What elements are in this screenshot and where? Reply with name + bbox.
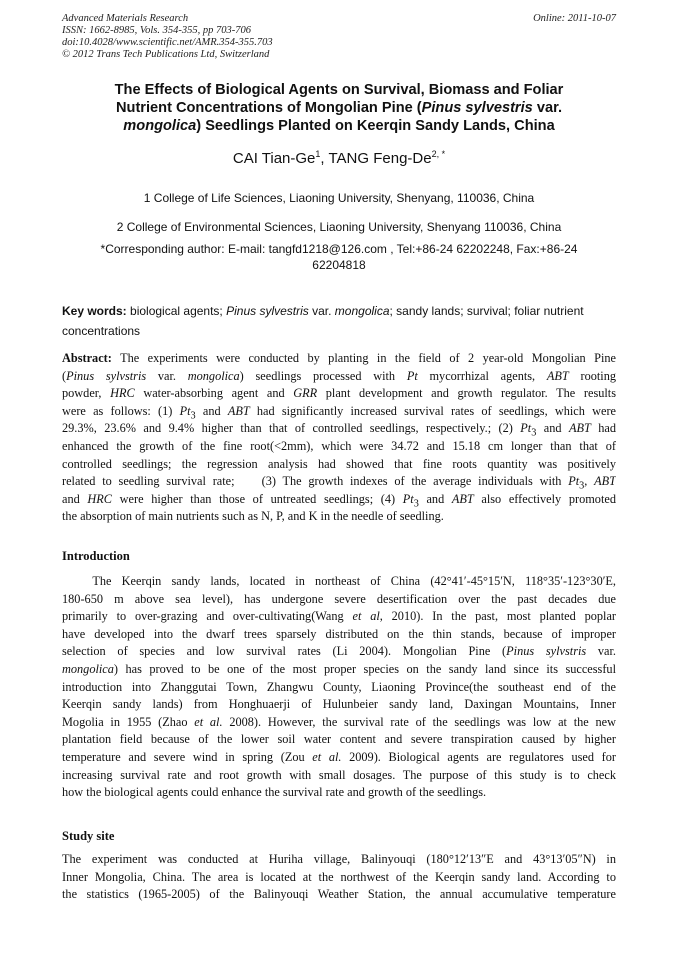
corresponding-author: *Corresponding author: E-mail: tangfd1218@126.com , Tel:+86-24 62202248, Fax:+86-24 62204818 bbox=[100, 242, 578, 272]
author-1: CAI Tian-Ge bbox=[232, 150, 316, 167]
online-date: Online: 2011-10-07 bbox=[533, 13, 616, 24]
text-line: were as follows: (1) $Pt_3$ and ABT had significantly increased survival rates of seedlings, which were bbox=[62, 403, 616, 421]
issn-line: ISSN: 1662-8985, Vols. 354-355, pp 703-706 bbox=[62, 25, 251, 36]
doi-line: doi:10.4028/www.scientific.net/AMR.354-355.703 bbox=[62, 37, 273, 48]
text-line: increasing survival rate and root growth with small dosages. The purpose of this study is to check bbox=[62, 767, 616, 782]
text-line: primarily to over-grazing and over-cultivating(Wang et al, 2010). In the past, most planted poplar bbox=[62, 609, 616, 624]
abstract bbox=[62, 350, 616, 526]
text-line: Keerqin sandy lands) from Honghuaerji of Hulunbeier sandy land, Daxingan Mountains, Inner bbox=[62, 697, 616, 712]
authors: CAI Tian-Ge$^1$, TANG Feng-$De^{2, *}$ bbox=[232, 149, 446, 167]
title-line-2: Nutrient Concentrations of Mongolian Pine (Pinus sylvestris var. bbox=[115, 100, 562, 116]
text-line: mongolica) has proved to be one of the most proper species on the sandy land since its successful bbox=[62, 661, 616, 676]
text-line: powder, HRC water-absorbing agent and GRR plant development and growth regulator. The results bbox=[62, 386, 616, 401]
text-line: have developed into the dwarf trees sparsely distributed on the thin stands, because of improper bbox=[62, 626, 616, 641]
text-line: (Pinus sylvstris var. mongolica) seedlings processed with Pt mycorrhizal agents, ABT rooting bbox=[62, 368, 616, 383]
paper-title bbox=[70, 81, 608, 135]
text-line: Abstract: The experiments were conducted by planting in the field of 2 year-old Mongolian Pine bbox=[62, 351, 616, 365]
text-line: related to seedling survival rate; (3) The growth indexes of the average individuals with $Pt_3$, ABT bbox=[62, 474, 616, 491]
text-line: the absorption of main nutrients such as N, P, and K in the needle of seedling. bbox=[62, 509, 444, 524]
introduction-text bbox=[62, 573, 616, 802]
affiliation-2: 2 College of Environmental Sciences, Liaoning University, Shenyang 110036, China bbox=[116, 220, 562, 234]
text-line: Mogolia in 1955 (Zhao et al. 2008). However, the survival rate of the seedlings was low at the new bbox=[62, 714, 616, 729]
copyright-line: © 2012 Trans Tech Publications Ltd, Switzerland bbox=[62, 49, 270, 60]
text-line: and HRC were higher than those of untreated seedlings; (4) $Pt_3$ and ABT also effectively promoted bbox=[62, 491, 616, 509]
journal-name: Advanced Materials Research bbox=[62, 13, 189, 24]
study-site-heading: Study site bbox=[62, 829, 115, 843]
author-2: TANG Feng-De bbox=[328, 150, 432, 167]
affiliation-1: 1 College of Life Sciences, Liaoning University, Shenyang, 110036, China bbox=[143, 191, 535, 205]
title-line-3: mongolica) Seedlings Planted on Keerqin Sandy Lands, China bbox=[123, 118, 555, 134]
text-line: Inner Mongolia, China. The area is located at the northwest of the Keerqin sandy land. According to bbox=[62, 869, 616, 884]
study-site-text bbox=[62, 851, 616, 904]
text-line: introduction into Zhanggutai Town, Zhangwu County, Liaoning Province(the southeast end of the bbox=[62, 679, 616, 694]
text-line: the statistics (1965-2005) of the Balinyouqi Weather Station, the annual accumulative temperature bbox=[62, 887, 616, 902]
text-line: The experiment was conducted at Huriha village, Balinyouqi (180°12′13″E and 43°13′05″N) in bbox=[62, 852, 616, 866]
text-line: enhanced the growth of the fine root(<2mm), which were 34.72 and 15.18 cm longer than that of bbox=[62, 438, 616, 453]
keywords: Key words: biological agents; Pinus sylvestris var. mongolica; sandy lands; survival; foliar nutrient concentrations bbox=[62, 304, 584, 338]
text-line: temperature and severe wind in spring (Zou et al. 2009). Biological agents are regulatores used for bbox=[62, 749, 616, 764]
text-line: 29.3%, 23.6% and 9.4% higher than that of controlled seedlings, respectively.; (2) $Pt_3$ and ABT had bbox=[62, 421, 616, 438]
introduction-heading: Introduction bbox=[62, 549, 130, 563]
title-line-1: The Effects of Biological Agents on Survival, Biomass and Foliar bbox=[114, 82, 564, 98]
text-line: selection of species and low survival rates (Li 2004). Mongolian Pine (Pinus sylvstris var. bbox=[62, 644, 616, 659]
text-line: plantation field because of the lower soil water content and severe transpiration caused by higher bbox=[62, 732, 616, 747]
text-line: how the biological agents could enhance the survival rate and growth of the seedlings. bbox=[62, 785, 487, 800]
text-line: 180-650 m above sea level), has undergone severe desertification over the past decades due bbox=[62, 591, 616, 606]
journal-header bbox=[62, 13, 616, 61]
text-line: controlled seedlings; the regression analysis had showed that fine roots quantity was positively bbox=[62, 456, 616, 471]
text-line: The Keerqin sandy lands, located in northeast of China (42°41′-45°15′N, 118°35′-123°30′E, bbox=[62, 574, 616, 588]
